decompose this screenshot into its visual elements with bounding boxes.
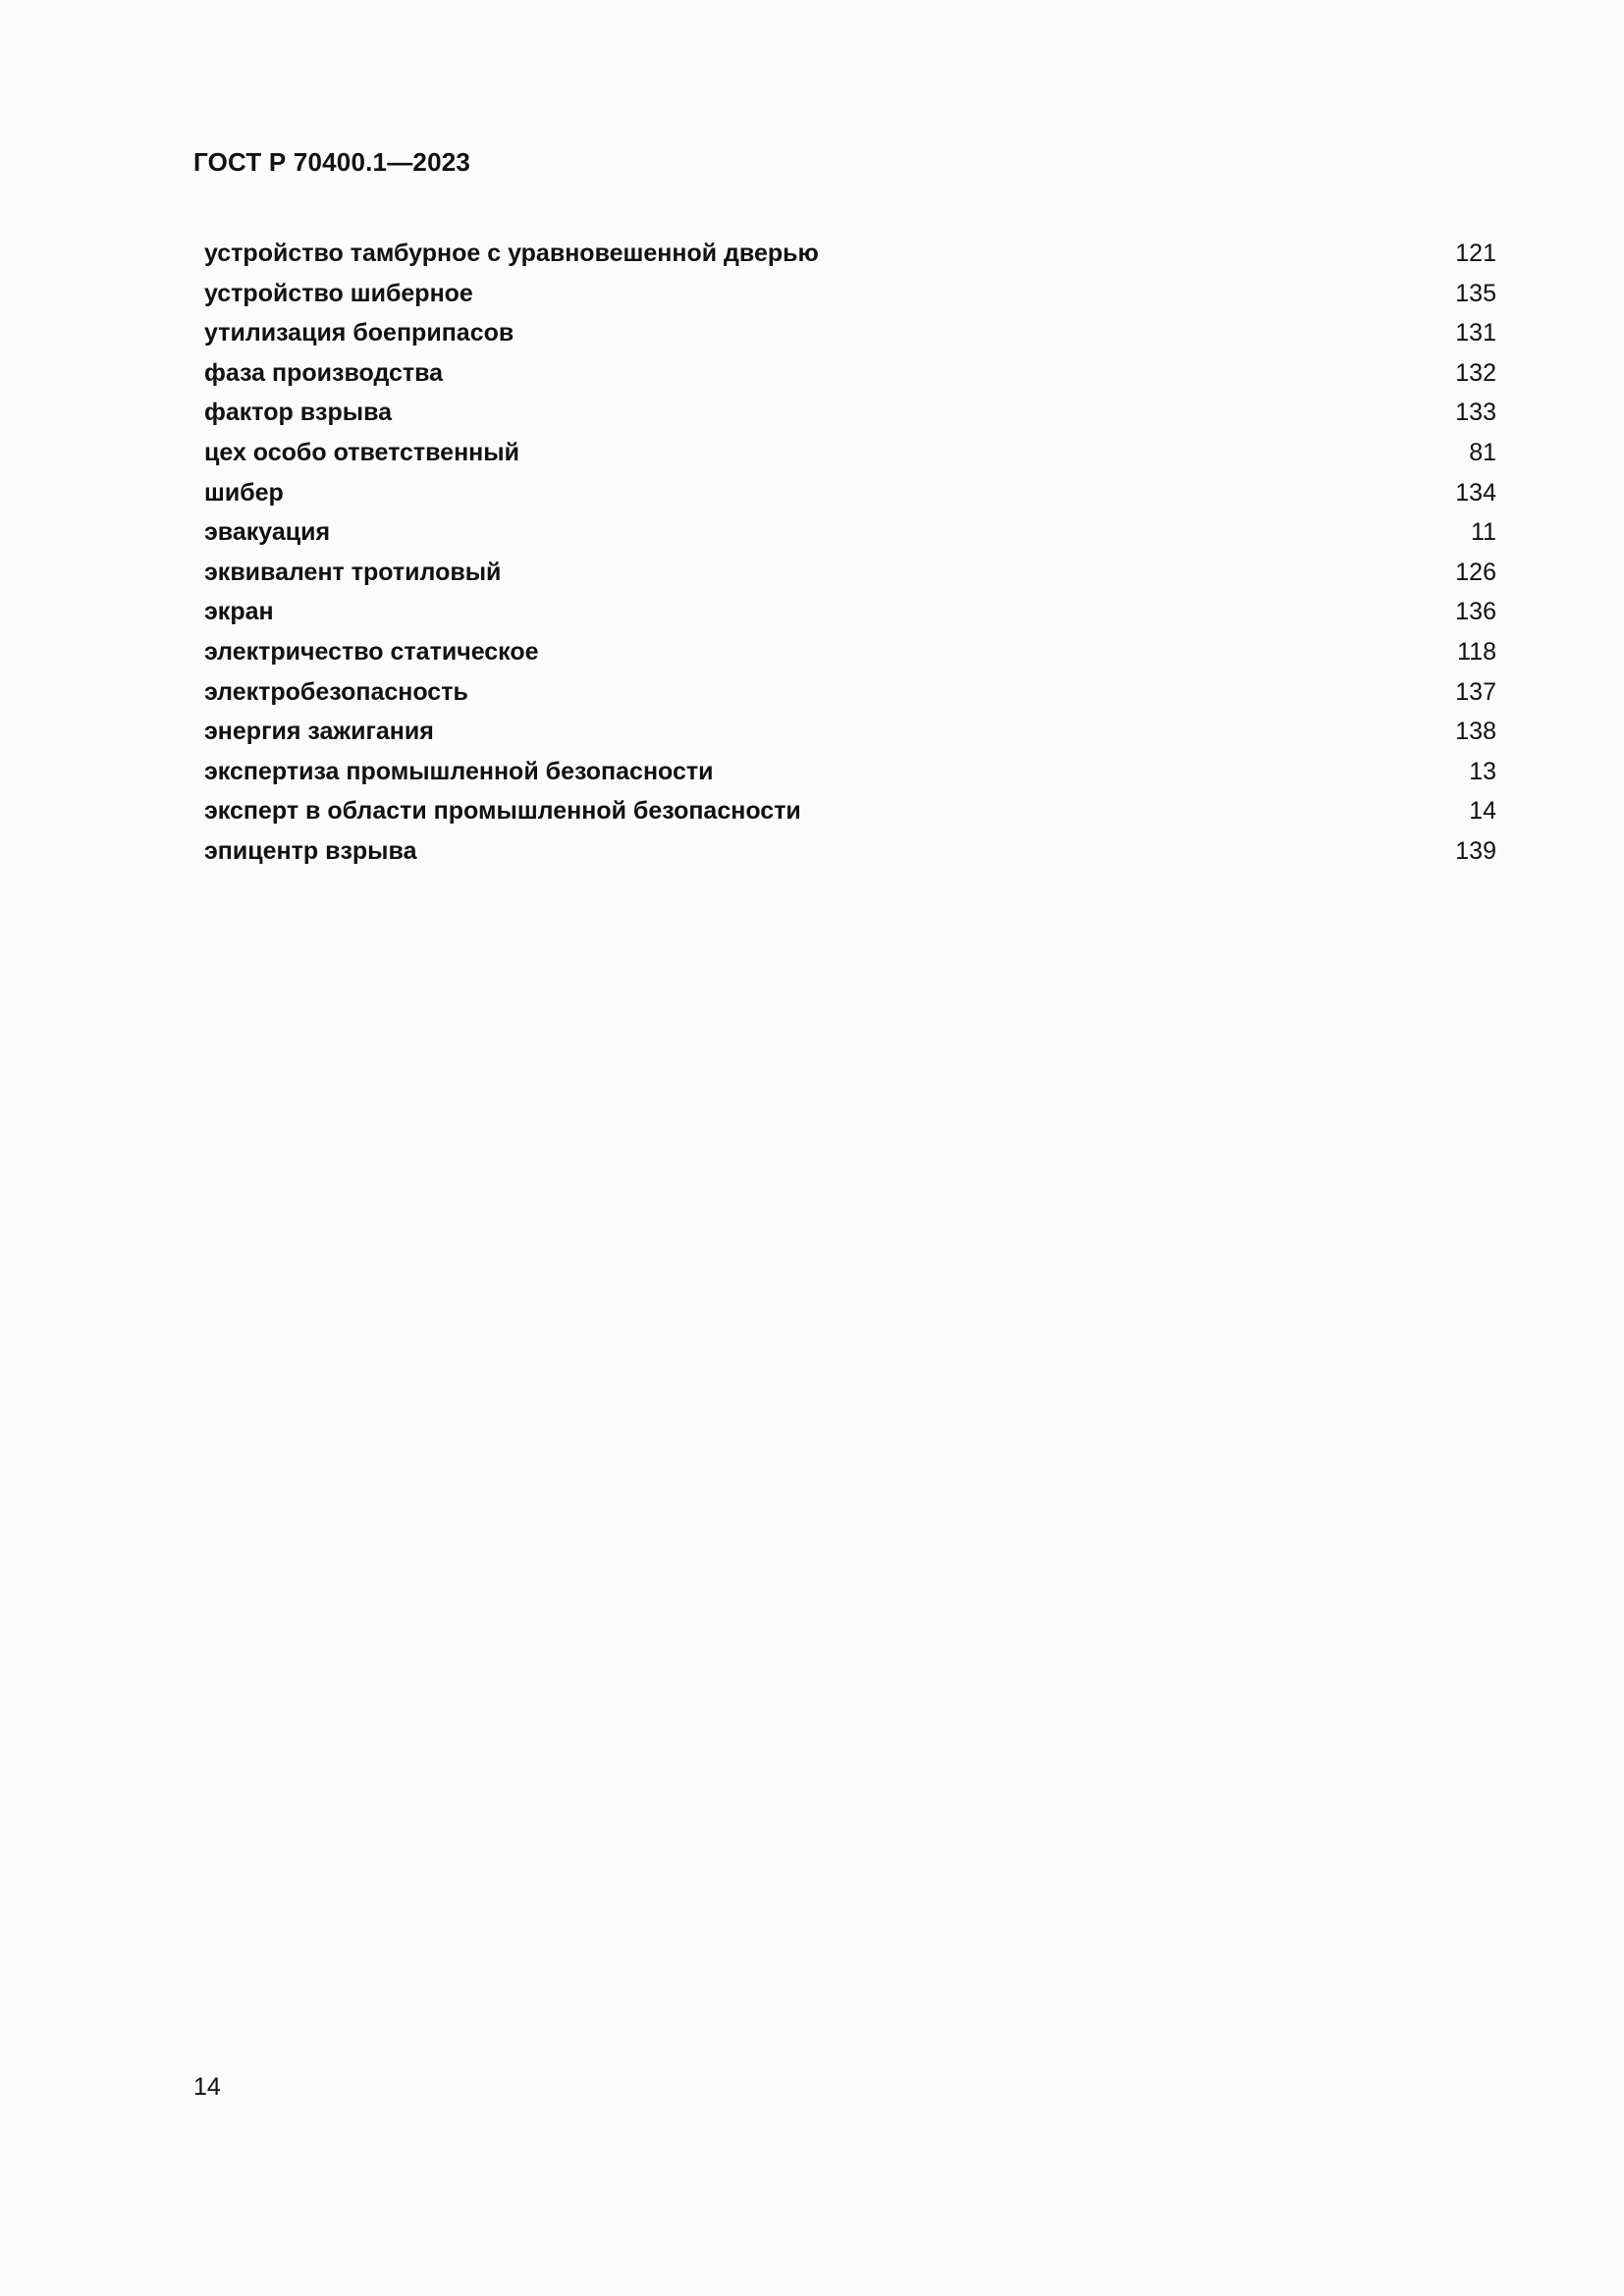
index-page-ref: 136 (1455, 598, 1496, 626)
index-page-ref: 13 (1469, 757, 1496, 785)
index-entry (204, 512, 1496, 553)
index-page-ref: 131 (1455, 319, 1496, 347)
index-entry (204, 274, 1496, 314)
index-page-ref: 139 (1455, 836, 1496, 865)
index-page-ref: 135 (1455, 279, 1496, 307)
index-term: эксперт в области промышленной безопасности (204, 797, 801, 826)
index-page-ref: 14 (1469, 797, 1496, 826)
index-entry (204, 831, 1496, 872)
index-term: утилизация боеприпасов (204, 319, 514, 347)
index-page-ref: 134 (1455, 478, 1496, 507)
page-number: 14 (193, 2073, 221, 2101)
alphabetical-index (204, 234, 1496, 872)
index-term: энергия зажигания (204, 718, 434, 746)
index-term: шибер (204, 478, 284, 507)
document-header: ГОСТ Р 70400.1—2023 (193, 147, 471, 177)
index-term: экран (204, 598, 274, 626)
index-entry (204, 632, 1496, 672)
index-page-ref: 11 (1471, 518, 1496, 547)
index-page-ref: 121 (1455, 240, 1496, 267)
index-term: цех особо ответственный (204, 438, 519, 466)
index-term: эквивалент тротиловый (204, 558, 502, 586)
index-entry (204, 393, 1496, 433)
index-term: электричество статическое (204, 637, 539, 666)
index-page-ref: 132 (1455, 358, 1496, 387)
index-term: фаза производства (204, 358, 444, 387)
index-term: экспертиза промышленной безопасности (204, 757, 714, 785)
index-entry (204, 752, 1496, 792)
index-entry (204, 791, 1496, 831)
index-page-ref: 126 (1455, 558, 1496, 586)
index-entry (204, 553, 1496, 593)
index-entry (204, 313, 1496, 353)
index-entry (204, 234, 1496, 274)
index-term: электробезопасность (204, 677, 468, 706)
index-term: устройство тамбурное с уравновешенной дверью (204, 240, 819, 267)
index-page-ref: 81 (1469, 438, 1496, 466)
index-page-ref: 133 (1455, 399, 1496, 427)
index-entry (204, 433, 1496, 473)
index-entry (204, 592, 1496, 632)
index-term: фактор взрыва (204, 399, 393, 427)
index-entry (204, 712, 1496, 752)
index-term: эпицентр взрыва (204, 836, 417, 865)
index-page-ref: 118 (1457, 637, 1496, 666)
index-term: эвакуация (204, 518, 331, 547)
index-entry (204, 353, 1496, 394)
index-term: устройство шиберное (204, 279, 473, 307)
index-page-ref: 137 (1455, 677, 1496, 706)
index-page-ref: 138 (1455, 718, 1496, 746)
index-entry (204, 672, 1496, 713)
index-entry (204, 473, 1496, 513)
